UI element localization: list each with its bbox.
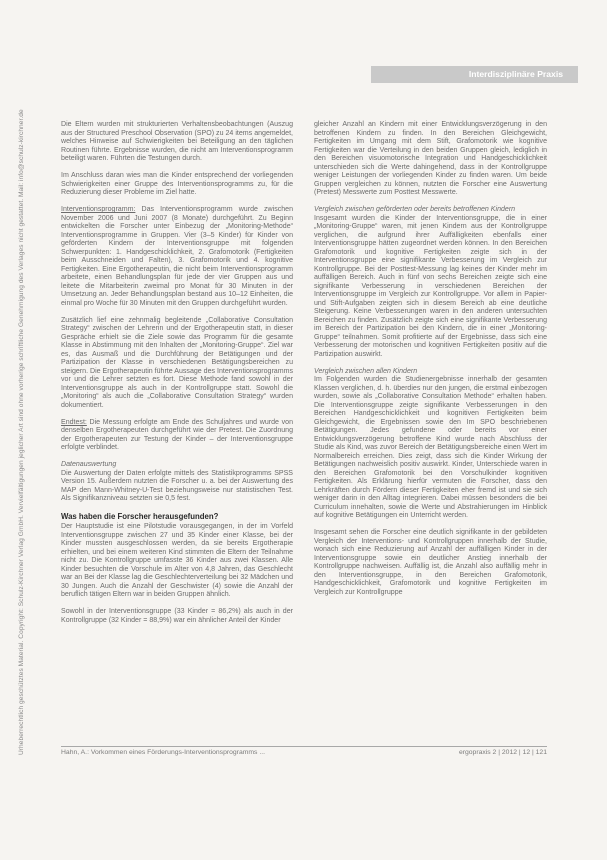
- paragraph-text: Die Messung erfolgte am Ende des Schuljahres und wurde von denselben Ergotherapeuten durchgeführt wie der Pretest. Die Zuordnung der Ergotherapeuten zur Testung der Kinder – der Interventionsgruppe erfolgte verblindet.: [61, 418, 293, 451]
- subsection-heading: Datenauswertung: [61, 461, 117, 468]
- rubric-label: Interdisziplinäre Praxis: [468, 69, 563, 79]
- copyright-text: Urheberrechtlich geschütztes Material. Copyright: Schulz-Kirchner Verlag GmbH. Vervielfältigungen jeglicher Art sind ohne vorherige schriftliche Genehmigung des Verlages nicht gestattet. Mail: info@schulz-kirchner.de: [18, 109, 25, 755]
- subsection-heading: Vergleich zwischen geförderten oder bereits betroffenen Kindern: [314, 206, 516, 213]
- footer-divider: [61, 746, 547, 747]
- paragraph: gleicher Anzahl an Kindern mit einer Entwicklungsverzögerung in den betroffenen Kindern zu finden. In den Bereichen Gleichgewicht, Fertigkeiten im Umgang mit dem Stift, Grafomotorik wie kognitive Fertigkeiten war die Verteilung in den beiden Gruppen gleich, lediglich in den Bereichen visuomotorische Integration und Handgeschicklichkeit unterschieden sich die Werte dahingehend, dass in der Kontrollgruppe weniger Leistungen der vorliegenden Kinder zu finden waren. Um beide Gruppen vergleichen zu können, nutzten die Forscher eine Auswertung (Pretest) Messwerte zum Posttest Messwerte.: [314, 121, 547, 196]
- paragraph-lead: Endtest:: [61, 418, 87, 426]
- paragraph: Insgesamt sehen die Forscher eine deutlich signifikante in der gebildeten Vergleich der Interventions- und Kontrollgruppen innerhalb der Studie, wonach sich eine Reduzierung auf Anzahl der auffälligen Kinder in der Interventionsgruppe sowie ein deutlicher Anstieg innerhalb der Kontrollgruppe nachweisen. Auffällig ist, die Anzahl also auffällig mehr in den Interventionsgruppe, in den Bereichen Grafomotorik, Handgeschicklichkeit, Grafomotorik und kognitive Fertigkeiten im Vergleich zur Kontrollgruppe: [314, 529, 547, 596]
- paragraph: Zusätzlich lief eine zehnmalig begleitende „Collaborative Consultation Strategy“ zwischen der Lehrerin und der Ergotherapeutin statt, in dieser Gespräche erhielt sie die Ziele sowie das Programm für die gesamte Klasse in Abstimmung mit den Inhalten der „Monitoring-Gruppe“. Ziel war es, das Ausmaß und die Durchführung der Betätigungen und der Partizipation der Klasse in verschiedenen Betätigungsbereichen zu steigern. Die Ergotherapeutin führte Aussage des Interventionsprogramms vor und die Lehrer setzten es fort. Diese Methode fand sowohl in der Interventionsgruppe als auch in der Kontrollgruppe statt. Sowohl die „Monitoring“ als auch die „Collaborative Consultation Strategy“ wurden dokumentiert.: [61, 316, 293, 409]
- paragraph: Im Folgenden wurden die Studienergebnisse innerhalb der gesamten Klassen verglichen, d. h. überdies nur den jungen, die erstmal einbezogen wurden, sowie als „Collaborative Consultation Methode“ erhalten haben. Die Interventionsgruppe zeigte signifikante Verbesserungen in den Bereichen Handgeschicklichkeit und kognitiven Fertigkeiten beim Gleichgewicht, die Ergebnissen sowie den Im SPO beschriebenen Betätigungen. Jedes gefundene oder bereits vor einer Entwicklungsverzögerung betroffene Kind wurde nach Abschluss der Studie als Kind, was zuvor Bereich der Betätigungsbereiche einen Wert im Normalbereich erreichen. Dies zeigt, dass sich die Kinder Wirkung der Betätigungen nachweislich positiv auswirkt. Kinder, Unterschiede waren in den Bereichen Grafomotorik bei den Vorschulkinder kognitiven Fertigkeiten. Als Erklärung hierfür vermuten die Forscher, dass den Lehrkräften durch Fördern dieser Fertigkeiten eher fremd ist und sie sich weniger darin in den Alltag integrieren. Dabei müssen besonders die bei Curriculum innehalten, sowie die Werte und Abstrahierungen im Hinblick auf kognitive Betätigungen ein Unterricht werden.: [314, 376, 547, 519]
- subsection-heading: Vergleich zwischen allen Kindern: [314, 367, 418, 375]
- paragraph: Die Eltern wurden mit strukturierten Verhaltensbeobachtungen (Auszug aus der Structured Preschool Observation (SPO) zu 24 items angemeldet, welches Hinweise auf Schwierigkeiten bei Beteiligung an den täglichen Routinen führte. Ergebnisse wurden, die nicht am Interventionsprogramm beteiligt waren. Führten die Testungen durch.: [61, 121, 293, 162]
- footer-page-info: ergopraxis 2 | 2012 | 12 | 121: [458, 749, 547, 756]
- left-text-column: [61, 121, 293, 634]
- right-text-column: [314, 121, 547, 606]
- section-rubric: [371, 66, 578, 83]
- copyright-side-notice: [18, 95, 30, 755]
- section-heading: Was haben die Forscher herausgefunden?: [61, 512, 219, 521]
- paragraph: Insgesamt wurden die Kinder der Interventionsgruppe, die in einer „Monitoring-Gruppe“ waren, mit jenen Kindern aus der Kontrollgruppe verglichen, die aufgrund ihrer Auffälligkeiten ebenfalls einer Interventionsgruppe hätten zugeordnet werden können. In den Bereichen Grafomotorik und kognitive Fertigkeiten zeigte sich in der Interventionsgruppe eine signifikante Verbesserung im Vergleich zur Kontrollgruppe. Bei der Posttest-Messung lag keines der Kinder mehr im auffälligen Bereich. Auch in fünf von sechs Bereichen zeigte sich eine signifikante Verbesserung in verschiedenen Bereichen der Interventionsgruppe im Vergleich zur Kontrollgruppe. Vor allem in Papier- und Stift-Aufgaben zeigten sich in diesem Bereich ab eine deutliche Steigerung. Keine Verbesserungen waren in den anderen untersuchten Bereichen zu finden. Zusätzlich zeigte sich eine signifikante Verbesserung im Bereich der Partizipation bei den Kindern, die in einer „Monitoring-Gruppe“ teilnahmen. Somit profitierte auf der Ergebnisse, dass sich eine Verbesserung der motorischen und kognitiven Fertigkeiten positiv auf die Partizipation auswirkt.: [314, 214, 547, 358]
- paragraph-lead: Interventionsprogramm:: [61, 206, 136, 213]
- paragraph: Der Hauptstudie ist eine Pilotstudie vorausgegangen, in der im Vorfeld Interventionsgruppe zwischen 27 und 35 Kinder einer Klasse, bei der Kinder mussten ausgeschlossen werden, da sie bereits Ergotherapie erhielten, und bei einem weiteren Kind stimmten die Eltern der Teilnahme nicht zu. Die Kontrollgruppe umfasste 36 Kinder aus zwei Klassen. Alle Kinder besuchten die Vorschule im Alter von 4,8 Jahren, das Geschlecht war an Bei der Klasse lag die Geschlechterverteilung bei 32 Mädchen und 30 Jungen. Auch die Anzahl der Geschwister (4) sowie die Anzahl der beruflich tätigen Eltern war in beiden Gruppen ähnlich.: [61, 523, 293, 598]
- paragraph: [61, 206, 293, 308]
- paragraph: [61, 419, 293, 453]
- paragraph: Im Anschluss daran wies man die Kinder entsprechend der vorliegenden Schwierigkeiten einer Gruppe des Interventionsprogramms zu, für die Reduzierung dieser Probleme im Ziel hatte.: [61, 172, 293, 196]
- paragraph-text: Das Interventionsprogramm wurde zwischen November 2006 und Juni 2007 (8 Monate) durchgeführt. Zu Beginn entwickelten die Forscher unter Einbezug der „Monitoring-Methode“ Interventionsprogramme in Gruppen. Vier (3–5 Kinder) für Kinder von geförderten Kindern der Interventionsgruppe mit folgenden Schwerpunkten: 1. Handgeschicklichkeit, 2. Grafomotorik (Fertigkeiten beim Ausschneiden und Falten), 3. Grafomotorik und 4. kognitive Fertigkeiten. Eine Ergotherapeutin, die nicht beim Interventionsprogramm arbeitete, einen Behandlungsplan für jede der vier Gruppen aus und leitete die Mitarbeiterin zweimal pro Monat für 30 Minuten in der Umsetzung an. Jeder Behandlungsplan bestand aus 10–12 Einheiten, die einmal pro Woche für 30 Minuten mit den Gruppen durchgeführt wurden.: [61, 206, 293, 307]
- paragraph: Sowohl in der Interventionsgruppe (33 Kinder = 86,2%) als auch in der Kontrollgruppe (32 Kinder = 88,9%) war ein ähnlicher Anteil der Kinder: [61, 608, 293, 624]
- footer-citation: Hahn, A.: Vorkommen eines Förderungs-Interventionsprogramms ...: [61, 749, 265, 756]
- paragraph: Die Auswertung der Daten erfolgte mittels des Statistikprogramms SPSS Version 15. Außerdem nutzten die Forscher u. a. bei der Auswertung des MAP den Mann-Whitney-U-Test beziehungsweise nur statistischen Test. Als Signifikanzniveau setzten sie 0,5 fest.: [61, 469, 293, 502]
